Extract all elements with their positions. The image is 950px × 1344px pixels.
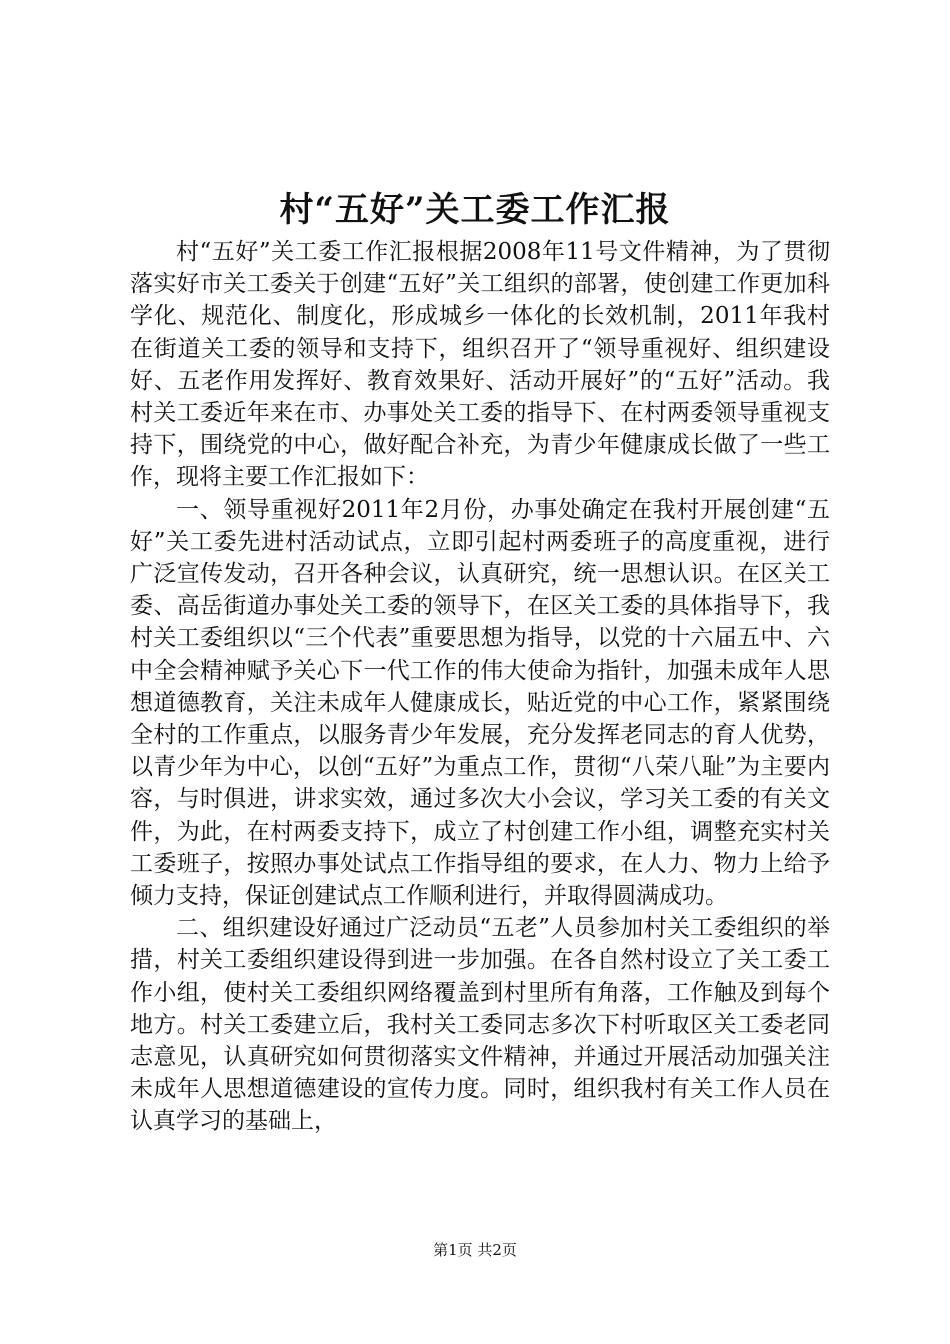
document-title: 村“五好”关工委工作汇报 (279, 190, 671, 230)
document-body (130, 236, 830, 1138)
paragraph-organization: 二、组织建设好通过广泛动员“五老”人员参加村关工委组织的举措，村关工委组织建设得到进一步加强。在各自然村设立了关工委工作小组，使村关工委组织网络覆盖到村里所有角落，工作触及到每个地方。村关工委建立后，我村关工委同志多次下村听取区关工委老同志意见，认真研究如何贯彻落实文件精神，并通过开展活动加强关注未成年人思想道德建设的宣传力度。同时，组织我村有关工作人员在认真学习的基础上， (130, 915, 830, 1135)
paragraph-intro: 村“五好”关工委工作汇报根据2008年11号文件精神，为了贯彻落实好市关工委关于创建“五好”关工组织的部署，使创建工作更加科学化、规范化、制度化，形成城乡一体化的长效机制，2011年我村在街道关工委的领导和支持下，组织召开了“领导重视好、组织建设好、五老作用发挥好、教育效果好、活动开展好”的“五好”活动。我村关工委近年来在市、办事处关工委的指导下、在村两委领导重视支持下，围绕党的中心，做好配合补充，为青少年健康成长做了一些工作，现将主要工作汇报如下： (130, 239, 830, 491)
paragraph-leadership: 一、领导重视好2011年2月份，办事处确定在我村开展创建“五好”关工委先进村活动试点，立即引起村两委班子的高度重视，进行广泛宣传发动，召开各种会议，认真研究，统一思想认识。在区关工委、高岳街道办事处关工委的领导下，在区关工委的具体指导下，我村关工委组织以“三个代表”重要思想为指导，以党的十六届五中、六中全会精神赋予关心下一代工作的伟大使命为指针，加强未成年人思想道德教育，关注未成年人健康成长，贴近党的中心工作，紧紧围绕全村的工作重点，以服务青少年发展，充分发挥老同志的育人优势，以青少年为中心，以创“五好”为重点工作，贯彻“八荣八耻”为主要内容，与时俱进，讲求实效，通过多次大小会议，学习关工委的有关文件，为此，在村两委支持下，成立了村创建工作小组，调整充实村关工委班子，按照办事处试点工作指导组的要求，在人力、物力上给予倾力支持，保证创建试点工作顺利进行，并取得圆满成功。 (130, 496, 830, 910)
page-footer: 第1页 共2页 (433, 1241, 517, 1259)
